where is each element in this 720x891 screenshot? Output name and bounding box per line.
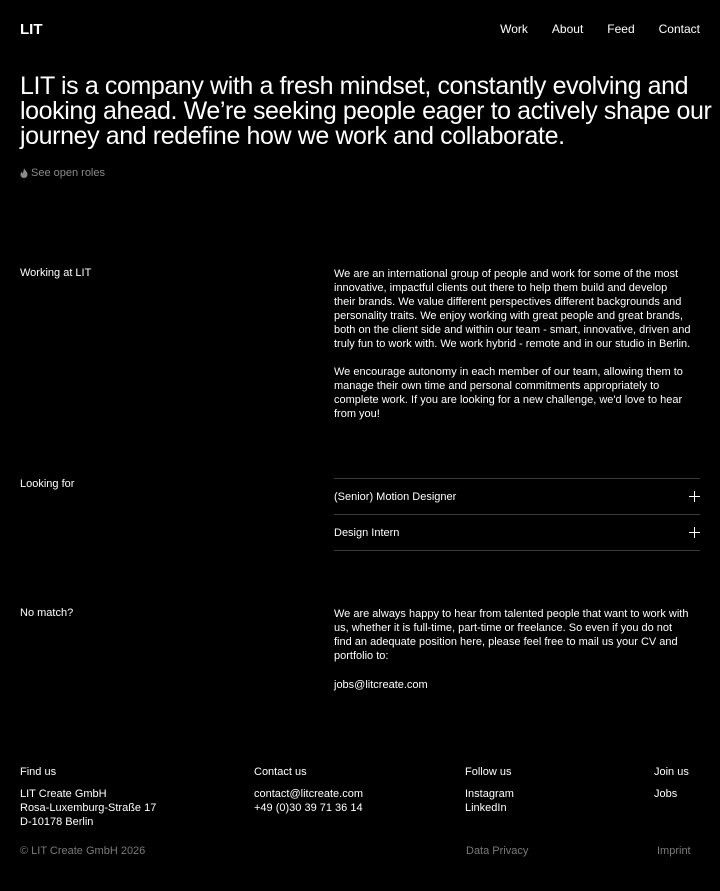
nav-feed[interactable]: Feed <box>607 22 635 36</box>
nav-contact[interactable]: Contact <box>658 22 700 36</box>
body-line: We are always happy to hear from talented people that want to work with <box>334 608 689 620</box>
address-line: D-10178 Berlin <box>20 816 94 828</box>
role-title: (Senior) Motion Designer <box>334 490 457 503</box>
copyright: © LIT Create GmbH 2026 <box>20 845 146 857</box>
looking-for-label: Looking for <box>20 478 75 490</box>
jobs-email-link[interactable]: jobs@litcreate.com <box>334 679 428 691</box>
flame-icon <box>20 168 28 178</box>
footer-join-us-title: Join us <box>654 766 689 778</box>
hero-line: journey and redefine how we work and collaborate. <box>20 122 565 150</box>
imprint-link[interactable]: Imprint <box>657 845 691 857</box>
footer-follow-us <box>465 765 514 815</box>
no-match-label: No match? <box>20 607 74 619</box>
body-line: personality traits. We enjoy working with great people and great brands, <box>334 310 683 322</box>
address-line: Rosa-Luxemburg-Straße 17 <box>20 802 157 814</box>
body-line: manage their own time and personal commitments appropriately to <box>334 380 660 392</box>
nav-about[interactable]: About <box>551 22 584 36</box>
hero-line: looking ahead. We’re seeking people eager to actively shape our <box>20 97 712 125</box>
working-at-lit-body <box>334 267 700 421</box>
body-line: complete work. If you are looking for a new challenge, we'd love to hear <box>334 394 683 406</box>
body-line: We encourage autonomy in each member of our team, allowing them to <box>334 366 683 378</box>
footer-find-us <box>20 765 156 829</box>
working-paragraph-1 <box>334 267 700 351</box>
address-line: LIT Create GmbH <box>20 788 107 800</box>
linkedin-link[interactable]: LinkedIn <box>465 802 507 814</box>
body-line: find an adequate position here, please feel free to mail us your CV and <box>334 636 678 648</box>
footer-contact-us-title: Contact us <box>254 766 307 778</box>
body-line: innovative, impactful clients out there to help them build and develop <box>334 282 668 294</box>
role-senior-motion-designer[interactable] <box>334 479 700 515</box>
body-line: their brands. We value different perspectives different backgrounds and <box>334 296 682 308</box>
no-match-paragraph <box>334 607 700 663</box>
body-line: us, whether it is full-time, part-time or freelance. So even if you do not <box>334 622 673 634</box>
main-nav <box>500 22 700 36</box>
role-design-intern[interactable] <box>334 515 700 551</box>
hero-line: LIT is a company with a fresh mindset, constantly evolving and <box>20 72 689 100</box>
body-line: We are an international group of people and work for some of the most <box>334 268 679 280</box>
role-title: Design Intern <box>334 526 400 539</box>
footer-contact-us <box>254 765 363 815</box>
hero-heading <box>20 72 712 150</box>
nav-work[interactable]: Work <box>500 22 528 36</box>
contact-email-link[interactable]: contact@litcreate.com <box>254 788 363 800</box>
plus-icon <box>689 527 700 538</box>
working-paragraph-2 <box>334 365 700 421</box>
data-privacy-link[interactable]: Data Privacy <box>466 845 529 857</box>
body-line: from you! <box>334 408 380 420</box>
working-at-lit-label: Working at LIT <box>20 267 92 279</box>
jobs-link[interactable]: Jobs <box>654 788 678 800</box>
body-line: portfolio to: <box>334 650 389 662</box>
footer-follow-us-title: Follow us <box>465 766 512 778</box>
instagram-link[interactable]: Instagram <box>465 788 514 800</box>
see-open-roles-label: See open roles <box>31 167 105 179</box>
body-line: both on the client side and within our team - smart, innovative, driven and <box>334 324 691 336</box>
footer-join-us <box>654 765 689 801</box>
no-match-body <box>334 607 700 663</box>
see-open-roles-link[interactable] <box>20 167 105 179</box>
body-line: truly fun to work with. We work hybrid - remote and in our studio in Berlin. <box>334 338 691 350</box>
footer-find-us-title: Find us <box>20 766 57 778</box>
plus-icon <box>689 491 700 502</box>
logo[interactable]: LIT <box>20 21 43 38</box>
open-roles-list <box>334 478 700 551</box>
contact-phone-link[interactable]: +49 (0)30 39 71 36 14 <box>254 802 363 814</box>
